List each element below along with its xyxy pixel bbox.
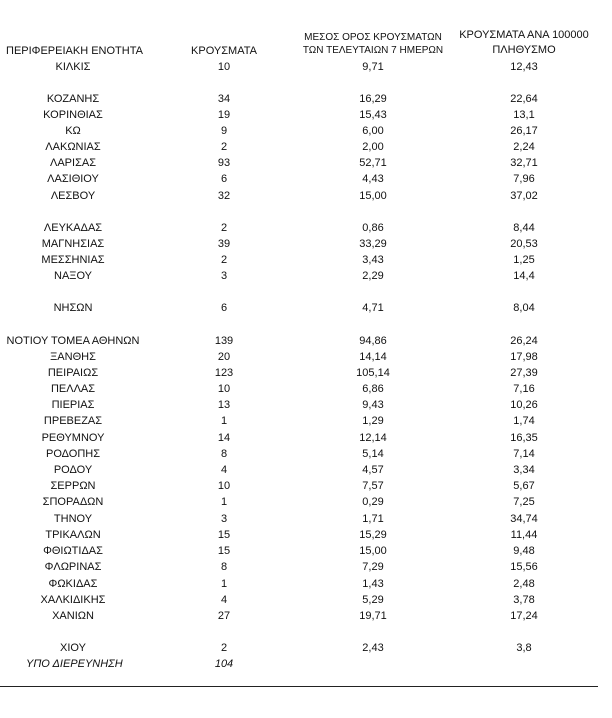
cell-cases: 10 — [217, 61, 231, 73]
cell-avg7: 5,29 — [362, 594, 384, 606]
cell-region: ΜΑΓΝΗΣΙΑΣ — [41, 238, 105, 250]
cell-per100k: 22,64 — [510, 93, 538, 105]
header-region: ΠΕΡΙΦΕΡΕΙΑΚΗ ΕΝΟΤΗΤΑ — [6, 45, 143, 57]
cell-avg7: 16,29 — [359, 93, 387, 105]
cell-avg7: 0,29 — [362, 496, 384, 508]
cell-cases: 2 — [220, 222, 228, 234]
cell-region: ΚΙΛΚΙΣ — [55, 61, 91, 73]
cell-per100k: 8,04 — [513, 302, 535, 314]
cell-cases: 20 — [217, 351, 231, 363]
header-per100k-line1: ΚΡΟΥΣΜΑΤΑ ΑΝΑ 100000 — [459, 29, 589, 41]
cell-per100k: 34,74 — [510, 513, 538, 525]
cell-per100k: 7,25 — [513, 496, 535, 508]
cell-cases: 8 — [220, 448, 228, 460]
cell-cases: 3 — [220, 513, 228, 525]
cell-region: ΝΗΣΩΝ — [53, 302, 93, 314]
header-per100k-line2: ΠΛΗΘΥΣΜΟ — [492, 44, 556, 56]
cell-region: ΛΑΚΩΝΙΑΣ — [45, 141, 101, 153]
cell-cases: 1 — [220, 496, 228, 508]
cell-region: ΛΕΥΚΑΔΑΣ — [43, 222, 103, 234]
cell-region: ΠΕΙΡΑΙΩΣ — [47, 367, 99, 379]
cell-per100k: 7,14 — [513, 448, 535, 460]
cell-avg7: 0,86 — [362, 222, 384, 234]
cell-avg7: 33,29 — [359, 238, 387, 250]
cell-cases: 14 — [217, 432, 231, 444]
cell-region: ΠΕΛΛΑΣ — [50, 383, 96, 395]
cell-per100k: 3,34 — [513, 464, 535, 476]
cell-per100k: 8,44 — [513, 222, 535, 234]
cell-region: ΧΑΛΚΙΔΙΚΗΣ — [40, 594, 106, 606]
cell-cases: 39 — [217, 238, 231, 250]
cell-avg7: 6,00 — [362, 125, 384, 137]
cell-cases: 8 — [220, 561, 228, 573]
cell-region: ΠΡΕΒΕΖΑΣ — [43, 415, 103, 427]
cell-per100k: 1,25 — [513, 254, 535, 266]
cell-avg7: 2,00 — [362, 141, 384, 153]
cell-per100k: 26,17 — [510, 125, 538, 137]
cell-region: ΡΕΘΥΜΝΟΥ — [41, 432, 105, 444]
cell-region: ΜΕΣΣΗΝΙΑΣ — [41, 254, 105, 266]
cell-cases: 34 — [217, 93, 231, 105]
cell-avg7: 94,86 — [359, 335, 387, 347]
cell-per100k: 32,71 — [510, 157, 538, 169]
cell-per100k: 13,1 — [513, 109, 535, 121]
cell-region: ΣΠΟΡΑΔΩΝ — [42, 496, 104, 508]
cell-per100k: 2,48 — [513, 578, 535, 590]
bottom-rule — [0, 686, 598, 687]
cell-region: ΞΑΝΘΗΣ — [50, 351, 96, 363]
cell-cases: 15 — [217, 545, 231, 557]
cell-avg7: 12,14 — [359, 432, 387, 444]
cell-per100k: 20,53 — [510, 238, 538, 250]
cell-cases: 13 — [217, 399, 231, 411]
cell-region: ΚΟΡΙΝΘΙΑΣ — [43, 109, 103, 121]
cell-cases: 1 — [220, 415, 228, 427]
cell-region: ΤΡΙΚΑΛΩΝ — [45, 529, 101, 541]
cell-cases: 6 — [220, 173, 228, 185]
cell-avg7: 52,71 — [359, 157, 387, 169]
cell-avg7: 3,43 — [362, 254, 384, 266]
cell-per100k: 1,74 — [513, 415, 535, 427]
cell-avg7: 9,71 — [362, 61, 384, 73]
cell-avg7: 4,57 — [362, 464, 384, 476]
cell-cases: 4 — [220, 464, 228, 476]
cell-avg7: 15,00 — [359, 545, 387, 557]
cell-cases: 1 — [220, 578, 228, 590]
cell-avg7: 2,43 — [362, 642, 384, 654]
cell-avg7: 15,00 — [359, 190, 387, 202]
cell-per100k: 7,96 — [513, 173, 535, 185]
cell-per100k: 10,26 — [510, 399, 538, 411]
cell-per100k: 3,8 — [516, 642, 532, 654]
cell-cases: 123 — [214, 367, 234, 379]
cell-avg7: 7,57 — [362, 480, 384, 492]
cell-per100k: 16,35 — [510, 432, 538, 444]
cell-region: ΠΙΕΡΙΑΣ — [51, 399, 95, 411]
cell-region: ΣΕΡΡΩΝ — [50, 480, 96, 492]
cell-avg7: 4,71 — [362, 302, 384, 314]
cell-avg7: 9,43 — [362, 399, 384, 411]
footer-cases: 104 — [214, 658, 234, 670]
cell-region: ΦΘΙΩΤΙΔΑΣ — [43, 545, 103, 557]
cell-cases: 2 — [220, 642, 228, 654]
cell-avg7: 14,14 — [359, 351, 387, 363]
cell-region: ΡΟΔΟΠΗΣ — [45, 448, 101, 460]
cell-cases: 10 — [217, 480, 231, 492]
cell-per100k: 11,44 — [510, 529, 538, 541]
cell-per100k: 7,16 — [513, 383, 535, 395]
cell-per100k: 5,67 — [513, 480, 535, 492]
cell-region: ΛΕΣΒΟΥ — [50, 190, 96, 202]
cell-per100k: 12,43 — [510, 61, 538, 73]
cell-avg7: 1,71 — [362, 513, 384, 525]
cell-region: ΚΟΖΑΝΗΣ — [46, 93, 100, 105]
cell-cases: 19 — [217, 109, 231, 121]
cell-cases: 2 — [220, 141, 228, 153]
cell-avg7: 6,86 — [362, 383, 384, 395]
cell-region: ΧΑΝΙΩΝ — [52, 610, 94, 622]
cell-per100k: 15,56 — [510, 561, 538, 573]
cell-region: ΛΑΣΙΘΙΟΥ — [47, 173, 99, 185]
cell-avg7: 7,29 — [362, 561, 384, 573]
cell-avg7: 4,43 — [362, 173, 384, 185]
cell-avg7: 19,71 — [359, 610, 387, 622]
cell-region: ΦΩΚΙΔΑΣ — [48, 578, 98, 590]
cell-per100k: 2,24 — [513, 141, 535, 153]
cell-per100k: 37,02 — [510, 190, 538, 202]
cell-cases: 9 — [220, 125, 228, 137]
cell-per100k: 9,48 — [513, 545, 535, 557]
cell-cases: 93 — [217, 157, 231, 169]
header-avg7-line1: ΜΕΣΟΣ ΟΡΟΣ ΚΡΟΥΣΜΑΤΩΝ — [304, 32, 442, 43]
cell-region: ΛΑΡΙΣΑΣ — [49, 157, 97, 169]
cell-avg7: 105,14 — [356, 367, 390, 379]
cell-avg7: 1,29 — [362, 415, 384, 427]
cell-cases: 10 — [217, 383, 231, 395]
cell-region: ΚΩ — [65, 125, 81, 137]
cell-region: ΦΛΩΡΙΝΑΣ — [44, 561, 102, 573]
header-cases: ΚΡΟΥΣΜΑΤΑ — [191, 45, 257, 57]
cell-cases: 6 — [220, 302, 228, 314]
cell-region: ΝΟΤΙΟΥ ΤΟΜΕΑ ΑΘΗΝΩΝ — [6, 335, 140, 347]
cell-avg7: 15,29 — [359, 529, 387, 541]
cell-avg7: 5,14 — [362, 448, 384, 460]
cell-region: ΝΑΞΟΥ — [54, 270, 92, 282]
cell-cases: 139 — [214, 335, 234, 347]
cell-per100k: 27,39 — [510, 367, 538, 379]
cell-region: ΡΟΔΟΥ — [53, 464, 93, 476]
cell-avg7: 2,29 — [362, 270, 384, 282]
cell-cases: 3 — [220, 270, 228, 282]
cell-avg7: 1,43 — [362, 578, 384, 590]
cell-cases: 32 — [217, 190, 231, 202]
cell-cases: 27 — [217, 610, 231, 622]
cell-avg7: 15,43 — [359, 109, 387, 121]
cell-region: ΤΗΝΟΥ — [53, 513, 93, 525]
cell-per100k: 3,78 — [513, 594, 535, 606]
cell-per100k: 26,24 — [510, 335, 538, 347]
cell-cases: 2 — [220, 254, 228, 266]
cell-per100k: 17,24 — [510, 610, 538, 622]
cell-per100k: 14,4 — [513, 270, 535, 282]
cell-cases: 15 — [217, 529, 231, 541]
cell-cases: 4 — [220, 594, 228, 606]
cell-per100k: 17,98 — [510, 351, 538, 363]
footer-label: ΥΠΟ ΔΙΕΡΕΥΝΗΣΗ — [26, 658, 123, 670]
cell-region: ΧΙΟΥ — [60, 642, 86, 654]
header-avg7-line2: ΤΩΝ ΤΕΛΕΥΤΑΙΩΝ 7 ΗΜΕΡΩΝ — [302, 45, 444, 56]
